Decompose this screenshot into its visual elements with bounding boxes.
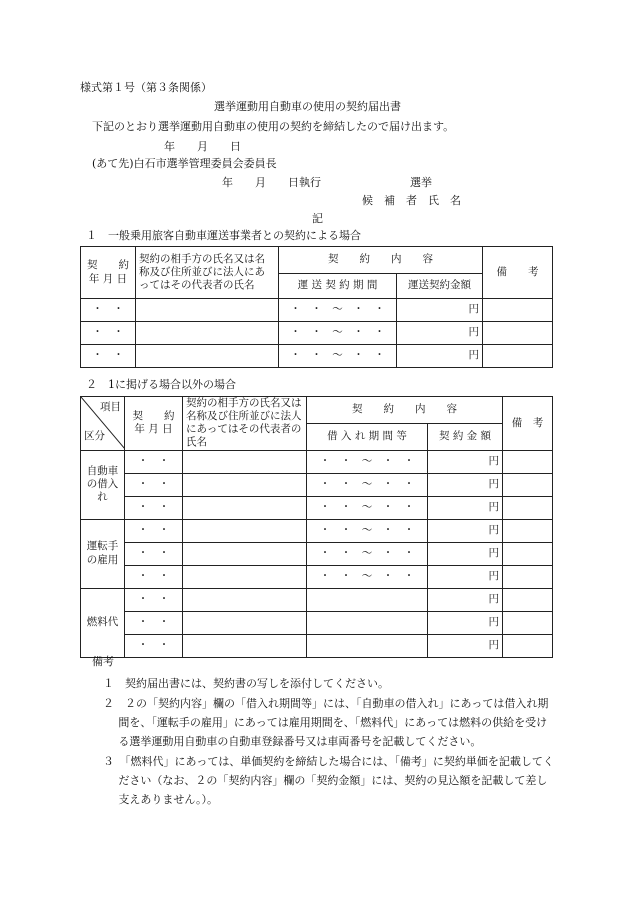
s1-table-row (81, 299, 553, 322)
s2-header-item-category (81, 397, 125, 451)
s2-amount-cell: 円 (428, 450, 503, 473)
s2-header-amount: 契 約 金 額 (428, 423, 503, 450)
s1-period-cell: ・ ・ ～ ・ ・ (279, 299, 397, 322)
s2-amount-cell: 円 (428, 588, 503, 611)
s1-remarks-cell (483, 345, 553, 368)
note-item: ２ ２の「契約内容」欄の「借入れ期間等」には、「自動車の借入れ」にあっては借入れ期間を、「運転手の雇用」にあっては雇用期間を、「燃料代」にあっては燃料の供給を受ける選挙運動用自動車の自動車登録番号又は車両番号を記載してください。 (103, 697, 549, 748)
section2-table (80, 396, 553, 658)
s2-date-cell: ・ ・ (125, 473, 183, 496)
s2-table-row (81, 611, 553, 634)
election-name: 選挙 (410, 176, 432, 189)
s2-remarks-cell (503, 611, 553, 634)
submission-date: 年 月 日 (164, 140, 241, 153)
s1-period-cell: ・ ・ ～ ・ ・ (279, 345, 397, 368)
s2-period-cell: ・ ・ ～ ・ ・ (307, 519, 428, 542)
s2-category-label: 運転手 の雇用 (81, 519, 125, 588)
s2-period-cell (307, 588, 428, 611)
s2-table-row (81, 588, 553, 611)
s2-remarks-cell (503, 634, 553, 657)
document-title: 選挙運動用自動車の使用の契約届出書 (214, 100, 401, 113)
s2-header-category: 区分 (84, 430, 105, 443)
addressee: (あて先)白石市選挙管理委員会委員長 (92, 157, 277, 170)
s2-table-row (81, 450, 553, 473)
election-date: 年 月 日執行 (222, 176, 321, 189)
s2-party-cell (183, 519, 307, 542)
s2-header-remarks: 備 考 (503, 397, 553, 451)
intro-text: 下記のとおり選挙運動用自動車の使用の契約を締結したので届け出ます。 (92, 120, 455, 133)
s1-amount-cell: 円 (397, 345, 483, 368)
s2-period-cell: ・ ・ ～ ・ ・ (307, 565, 428, 588)
s2-amount-cell: 円 (428, 611, 503, 634)
s2-header-date: 契 約 年 月 日 (125, 397, 183, 451)
s2-date-cell: ・ ・ (125, 588, 183, 611)
notes-list (103, 674, 555, 810)
s2-party-cell (183, 565, 307, 588)
s2-table-row (81, 496, 553, 519)
s2-party-cell (183, 496, 307, 519)
s2-header-item: 項目 (100, 401, 121, 413)
s1-header-contract: 契 約 内 容 (279, 247, 483, 274)
notes-heading: 備考 (92, 655, 114, 668)
s2-table-row (81, 634, 553, 657)
s2-period-cell: ・ ・ ～ ・ ・ (307, 450, 428, 473)
s2-party-cell (183, 542, 307, 565)
s2-date-cell: ・ ・ (125, 519, 183, 542)
s2-period-cell: ・ ・ ～ ・ ・ (307, 542, 428, 565)
s2-period-cell (307, 611, 428, 634)
section1-table (80, 246, 553, 368)
s1-table-row (81, 322, 553, 345)
s2-date-cell: ・ ・ (125, 542, 183, 565)
s1-party-cell (136, 299, 279, 322)
s2-remarks-cell (503, 473, 553, 496)
s1-table-row (81, 345, 553, 368)
s2-period-cell (307, 634, 428, 657)
s2-party-cell (183, 473, 307, 496)
form-number: 様式第１号（第３条関係） (80, 81, 212, 94)
s2-party-cell (183, 450, 307, 473)
s1-remarks-cell (483, 299, 553, 322)
note-item: １ 契約届出書には、契約書の写しを添付してください。 (103, 677, 389, 690)
s2-period-cell: ・ ・ ～ ・ ・ (307, 473, 428, 496)
s2-amount-cell: 円 (428, 496, 503, 519)
s2-date-cell: ・ ・ (125, 611, 183, 634)
s2-date-cell: ・ ・ (125, 634, 183, 657)
section1-heading: １ 一般乗用旅客自動車運送事業者との契約による場合 (86, 229, 361, 242)
s2-amount-cell: 円 (428, 542, 503, 565)
s2-period-cell: ・ ・ ～ ・ ・ (307, 496, 428, 519)
s1-remarks-cell (483, 322, 553, 345)
s2-amount-cell: 円 (428, 519, 503, 542)
s2-header-contract: 契 約 内 容 (307, 397, 503, 424)
s2-header-period: 借 入 れ 期 間 等 (307, 423, 428, 450)
s1-date-cell: ・ ・ (81, 345, 136, 368)
s2-remarks-cell (503, 565, 553, 588)
note-item: ３ 「燃料代」にあっては、単価契約を締結した場合には、「備考」に契約単価を記載してください（なお、２の「契約内容」欄の「契約金額」には、契約の見込額を記載して差し支えありません。）。 (103, 755, 554, 806)
s1-header-remarks: 備 考 (483, 247, 553, 299)
s1-header-amount: 運送契約金額 (397, 274, 483, 299)
s1-party-cell (136, 345, 279, 368)
s1-amount-cell: 円 (397, 299, 483, 322)
s2-date-cell: ・ ・ (125, 496, 183, 519)
section2-heading: ２ 1に掲げる場合以外の場合 (86, 378, 236, 391)
s1-header-period: 運 送 契 約 期 間 (279, 274, 397, 299)
s2-remarks-cell (503, 542, 553, 565)
s1-party-cell (136, 322, 279, 345)
candidate-name-label: 候 補 者 氏 名 (362, 194, 461, 207)
s2-party-cell (183, 588, 307, 611)
s1-date-cell: ・ ・ (81, 299, 136, 322)
s2-party-cell (183, 634, 307, 657)
s1-amount-cell: 円 (397, 322, 483, 345)
ki-label: 記 (312, 212, 323, 225)
s2-date-cell: ・ ・ (125, 565, 183, 588)
s2-remarks-cell (503, 588, 553, 611)
s2-table-row (81, 565, 553, 588)
s2-remarks-cell (503, 450, 553, 473)
s1-period-cell: ・ ・ ～ ・ ・ (279, 322, 397, 345)
s2-amount-cell: 円 (428, 634, 503, 657)
s2-table-row (81, 519, 553, 542)
s1-header-date: 契 約 年 月 日 (81, 247, 136, 299)
s2-party-cell (183, 611, 307, 634)
s2-table-row (81, 542, 553, 565)
s2-remarks-cell (503, 496, 553, 519)
s1-header-party: 契約の相手方の氏名又は名称及び住所並びに法人にあってはその代表者の氏名 (136, 247, 279, 299)
s2-remarks-cell (503, 519, 553, 542)
s2-amount-cell: 円 (428, 565, 503, 588)
s2-category-label: 燃料代 (81, 588, 125, 657)
s2-table-row (81, 473, 553, 496)
s1-date-cell: ・ ・ (81, 322, 136, 345)
s2-header-party: 契約の相手方の氏名又は名称及び住所並びに法人にあってはその代表者の氏名 (183, 397, 307, 451)
s2-date-cell: ・ ・ (125, 450, 183, 473)
s2-category-label: 自動車 の借入 れ (81, 450, 125, 519)
s2-amount-cell: 円 (428, 473, 503, 496)
